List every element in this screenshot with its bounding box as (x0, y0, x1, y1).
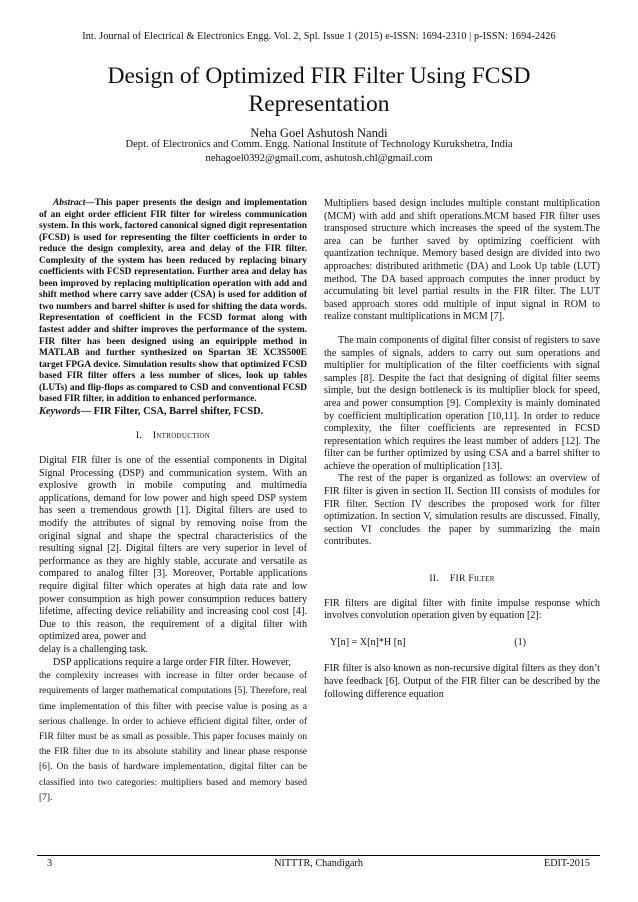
section-heading-introduction: I. Introduction (135, 430, 211, 442)
keywords: Keywords— FIR Filter, CSA, Barrel shifter, FCSD. (39, 405, 264, 417)
intro-paragraph-2: the complexity increases with increase in filter order because of requirements of larger mathematical computations [5]. Therefore, real time implementation of this filter with precise value is posing as a serious challenge. In order to achieve efficient digital filter, order of FIR filter must be as small as possible. This paper focuses mainly on the FIR filter due to its absolute stability and linear phase response [6]. On the basis of hardware implementation, digital filter can be classified into two categories: multipliers based and memory based [7]. (39, 671, 307, 803)
section-heading-fir-filter: II. FIR Filter (429, 573, 495, 585)
page-number: 3 (47, 858, 53, 869)
footer-organization: NITTTR, Chandigarh (274, 858, 363, 869)
keywords-label: Keywords (39, 405, 81, 417)
affiliation: Dept. of Electronics and Comm. Engg. National Institute of Technology Kurukshetra, India (125, 139, 513, 150)
fir-paragraph-1: FIR filters are digital filter with finite impulse response which involves convolution operation given by equation [2]: (324, 597, 600, 622)
author-emails: nehagoel0392@gmail.com, ashutosh.chl@gmail.com (205, 153, 433, 164)
keywords-text: FIR Filter, CSA, Barrel shifter, FCSD. (93, 405, 264, 417)
intro-paragraph-1: Digital FIR filter is one of the essential components in Digital Signal Processing (DSP) and communication system. With an explosive growth in mobile computing and multimedia applications, demand for low power and high speed DSP system has seen a tremendous growth [1]. Digital filters are used to modify the attributes of signal by removing noise from the original signal and shape the spectral characteristics of the resulting signal [2]. Digital filters are very superior in level of performance as they are highly stable, accurate and versatile as compared to analog filter [3]. Moreover, Portable applications require digital filter which operates at high data rate and low power consumption as high power consumption reduces battery lifetime, affecting device reliability and increasing cool cost [4]. Due to this reason, the requirement of a digital filter with optimized area, power and (39, 455, 307, 643)
fir-paragraph-2: FIR filter is also known as non-recursive digital filters as they don’t have feedback [6]. Output of the FIR filter can be described by the following difference equation (324, 663, 600, 700)
left-column (39, 198, 307, 806)
equation-body: Y[n] = X[n]*H [n] (330, 636, 406, 648)
intro-paragraph-3: Multipliers based design includes multiple constant multiplication (MCM) with add and shift operations.MCM based FIR filter uses transposed structure which increases the speed of the system.The area can be further saved by optimizing coefficient with quantization technique. Memory based design are divided into two approaches: distributed arithmetic (DA) and Look Up table (LUT) method. The DA based approach computes the inner product by accumulating bit level partial results in the FIR filter. The LUT based approach stores odd multiple of input signal in ROM to realize constant multiplications in MCM [7]. (324, 198, 600, 323)
abstract: Abstract—This paper presents the design and implementation of an eight order efficient FIR filter for wireless communication system. In this work, factored canonical signed digit representation (FCSD) is used for representing the filter coefficients in order to reduce the design complexity, area and delay of the FIR filter. Complexity of the system has been reduced by replacing binary coefficients with FCSD representation. Further area and delay has been improved by replacing multiplication operation with add and shift method where carry save adder (CSA) is used for addition of two numbers and barrel shifter is used for shifting the data words. Representation of coefficient in the FCSD format along with fastest adder and shifter improves the performance of the system. FIR filter has been designed using an equiripple method in MATLAB and further synthesized on Spartan 3E XC3S500E target FPGA device. Simulation results show that optimized FCSD based FIR filter offers a less number of slices, look up tables (LUTs) and flip-flops as compared to CSD and conventional FCSD based FIR filter, in addition to enhanced performance. (39, 198, 307, 405)
paper-title: Design of Optimized FIR Filter Using FCSD Representation (107, 63, 531, 117)
abstract-text: This paper presents the design and implementation of an eight order efficient FIR filter for wireless communication system. In this work, factored canonical signed digit representation (FCSD) is used for representing the filter coefficients in order to reduce the design complexity, area and delay of the FIR filter. Complexity of the system has been reduced by replacing binary coefficients with FCSD representation. Further area and delay has been improved by replacing multiplication operation with add and shift method where carry save adder (CSA) is used for addition of two numbers and barrel shifter is used for shifting the data words. Representation of coefficient in the FCSD format along with fastest adder and shifter improves the performance of the system. FIR filter has been designed using an equiripple method in MATLAB and further synthesized on Spartan 3E XC3S500E target FPGA device. Simulation results show that optimized FCSD based FIR filter offers a less number of slices, look up tables (LUTs) and flip-flops as compared to CSD and conventional FCSD based FIR filter, in addition to enhanced performance. (39, 198, 307, 405)
right-column (324, 198, 600, 701)
footer-rule (37, 855, 600, 856)
intro-paragraph-5: The rest of the paper is organized as follows: an overview of FIR filter is given in section II. Section III consists of modules for FIR filter. Section IV describes the proposed work for filter optimization. In section V, simulation results are discussed. Finally, section VI concludes the paper by summarizing the main contributes. (324, 473, 600, 548)
footer-conference: EDIT-2015 (543, 858, 590, 869)
intro-paragraph-2-lead: DSP applications require a large order FIR filter. However, (53, 656, 291, 668)
running-header: Int. Journal of Electrical & Electronics Engg. Vol. 2, Spl. Issue 1 (2015) e-ISSN: 1694-2310 | p-ISSN: 1694-2426 (82, 31, 556, 42)
intro-paragraph-1-tail: delay is a challenging task. (39, 643, 149, 655)
authors: Neha Goel Ashutosh Nandi (250, 126, 388, 140)
abstract-label: Abstract (53, 198, 86, 208)
intro-paragraph-4: The main components of digital filter consist of registers to save the samples of signals, adders to carry out sum operations and multiplier for multiplication of the filter coefficients with signal samples [8]. Despite the fact that designing of digital filter seems simple, but the design bottleneck is its multiplier block for speed, area and power consumption [9]. Complexity is mainly dominated by coefficient multiplication operation [10,11]. In order to reduce complexity, the filter coefficients are represented in FCSD representation which requires the least number of adders [12]. The filter can be further optimized by using CSA and a barrel shifter to achieve the operation of multiplication [13]. (324, 334, 600, 472)
equation-1 (324, 637, 600, 650)
equation-number: (1) (514, 636, 526, 648)
